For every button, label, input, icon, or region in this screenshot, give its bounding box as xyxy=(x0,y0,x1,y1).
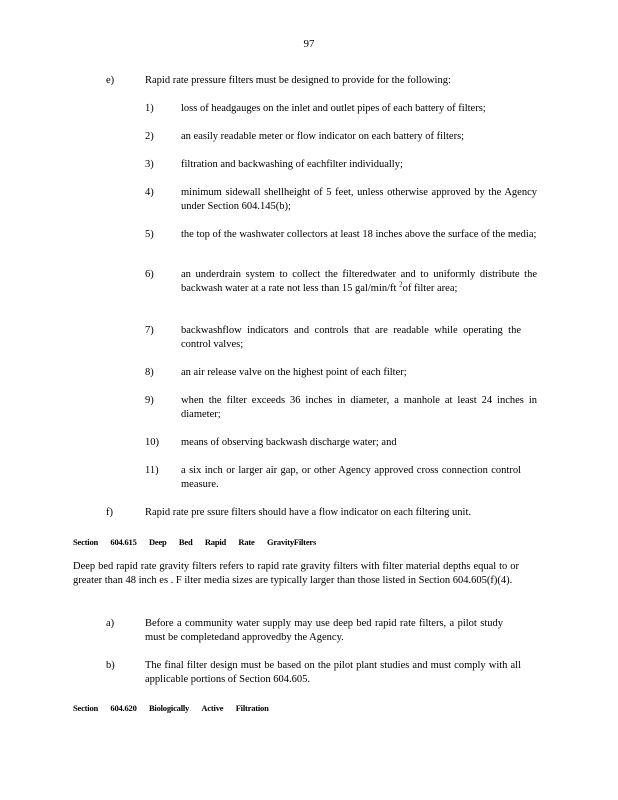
list-item-label: b) xyxy=(106,660,115,671)
subitem-number: 11) xyxy=(145,465,159,476)
item-f-label: f) xyxy=(106,507,113,518)
subitem-number: 4) xyxy=(145,187,154,198)
subitem-text: an air release valve on the highest point of each filter; xyxy=(181,367,407,378)
item-e-text: Rapid rate pressure filters must be designed to provide for the following: xyxy=(145,75,451,86)
subitem-text: the top of the washwater collectors at least 18 inches above the surface of the media; xyxy=(181,229,537,240)
subitem-number: 6) xyxy=(145,269,154,280)
subitem-text: an easily readable meter or flow indicator on each battery of filters; xyxy=(181,131,465,142)
section-heading: Section 604.615 Deep Bed Rapid Rate GravityFilters xyxy=(73,537,317,547)
subitem-number: 5) xyxy=(145,229,154,240)
list-item-text: Before a community water supply may use deep bed rapid rate filters, a pilot study must be completedand approvedby the Agency. xyxy=(145,618,503,643)
subitem-text: an underdrain system to collect the filteredwater and to uniformly distribute the backwash water at a rate not less than 15 gal/min/ft $^2$of filter area; xyxy=(181,269,537,294)
subitem-number: 7) xyxy=(145,325,154,336)
subitem-text: means of observing backwash discharge water; and xyxy=(181,437,397,448)
subitem-number: 9) xyxy=(145,395,154,406)
subitem-text: backwashflow indicators and controls that are readable while operating the control valves; xyxy=(181,325,521,350)
section-heading: Section 604.620 Biologically Active Filtration xyxy=(73,703,269,713)
item-f-text: Rapid rate pre ssure filters should have a flow indicator on each filtering unit. xyxy=(145,507,471,518)
subitem-text: loss of headgauges on the inlet and outlet pipes of each battery of filters; xyxy=(181,103,486,114)
subitem-number: 2) xyxy=(145,131,154,142)
subitem-number: 8) xyxy=(145,367,154,378)
list-item-text: The final filter design must be based on the pilot plant studies and must comply with all applicable portions of Section 604.605. xyxy=(145,660,521,685)
superscript: 2 xyxy=(399,280,403,289)
subitem-text: filtration and backwashing of eachfilter individually; xyxy=(181,159,403,170)
subitem-text: minimum sidewall shellheight of 5 feet, unless otherwise approved by the Agency under Section 604.145(b); xyxy=(181,187,537,212)
section-paragraph: Deep bed rapid rate gravity filters refers to rapid rate gravity filters with filter material depths equal to or greater than 48 inch es . F ilter media sizes are typically larger than those listed in Section 604.605(f)(4). xyxy=(73,561,519,586)
subitem-text: when the filter exceeds 36 inches in diameter, a manhole at least 24 inches in diameter; xyxy=(181,395,537,420)
subitem-number: 1) xyxy=(145,103,154,114)
item-e-label: e) xyxy=(106,75,115,86)
page-number: 97 xyxy=(303,38,315,50)
list-item-label: a) xyxy=(106,618,115,629)
subitem-number: 10) xyxy=(145,437,159,448)
subitem-number: 3) xyxy=(145,159,154,170)
subitem-text: a six inch or larger air gap, or other Agency approved cross connection control measure. xyxy=(181,465,521,490)
